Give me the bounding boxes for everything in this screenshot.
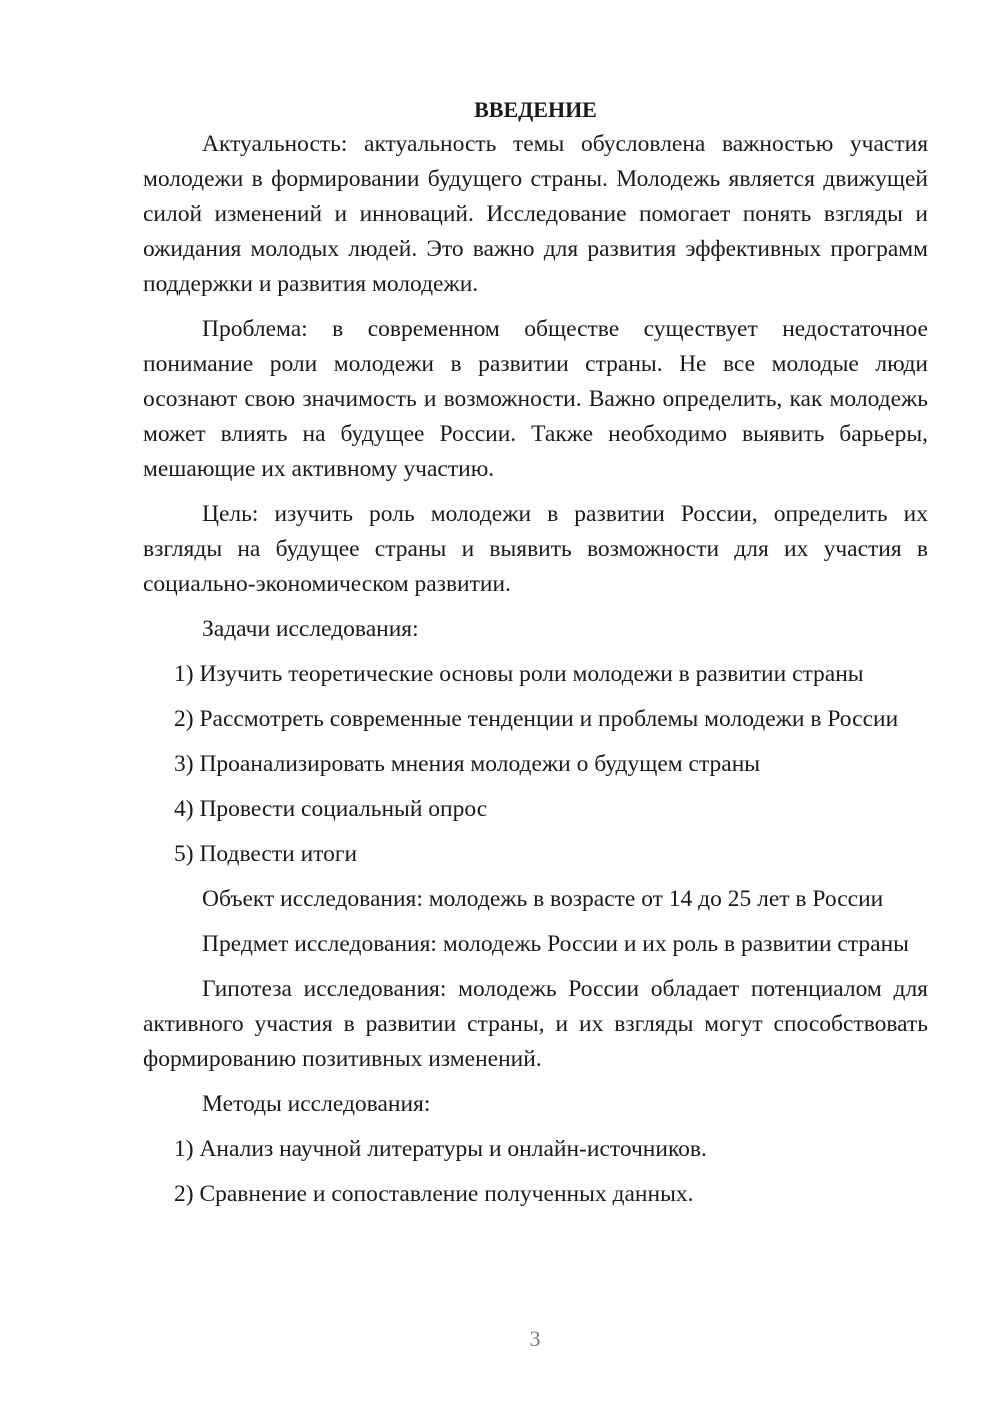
task-item: 5) Подвести итоги: [174, 841, 358, 867]
tasks-heading: Задачи исследования:: [202, 616, 419, 642]
page-number: 3: [529, 1326, 541, 1351]
problem-paragraph: Проблема: в современном обществе существует недостаточное понимание роли молодежи в развитии страны. Не все молодые люди осознают свою значимость и возможности. Важно определить, как молодежь может влиять на будущее России. Также необходимо выявить барьеры, мешающие их активному участию.: [143, 316, 928, 482]
object-paragraph: Объект исследования: молодежь в возрасте от 14 до 25 лет в России: [202, 886, 884, 912]
page-content: [143, 92, 928, 1212]
relevance-paragraph: Актуальность: актуальность темы обусловлена важностью участия молодежи в формировании будущего страны. Молодежь является движущей силой изменений и инноваций. Исследование помогает понять взгляды и ожидания молодых людей. Это важно для развития эффективных программ поддержки и развития молодежи.: [143, 131, 928, 297]
page-title: ВВЕДЕНИЕ: [474, 97, 597, 122]
goal-paragraph: Цель: изучить роль молодежи в развитии России, определить их взгляды на будущее страны и выявить возможности для их участия в социально-экономическом развитии.: [143, 501, 928, 597]
task-item: 3) Проанализировать мнения молодежи о будущем страны: [174, 751, 761, 777]
task-item: 2) Рассмотреть современные тенденции и проблемы молодежи в России: [174, 706, 899, 732]
hypothesis-paragraph: Гипотеза исследования: молодежь России обладает потенциалом для активного участия в развитии страны, и их взгляды могут способствовать формированию позитивных изменений.: [143, 976, 928, 1072]
task-item: 1) Изучить теоретические основы роли молодежи в развитии страны: [174, 661, 864, 687]
method-item: 1) Анализ научной литературы и онлайн-источников.: [174, 1136, 707, 1162]
subject-paragraph: Предмет исследования: молодежь России и их роль в развитии страны: [202, 931, 909, 957]
method-item: 2) Сравнение и сопоставление полученных данных.: [174, 1181, 694, 1207]
methods-heading: Методы исследования:: [202, 1091, 431, 1117]
task-item: 4) Провести социальный опрос: [174, 796, 488, 822]
